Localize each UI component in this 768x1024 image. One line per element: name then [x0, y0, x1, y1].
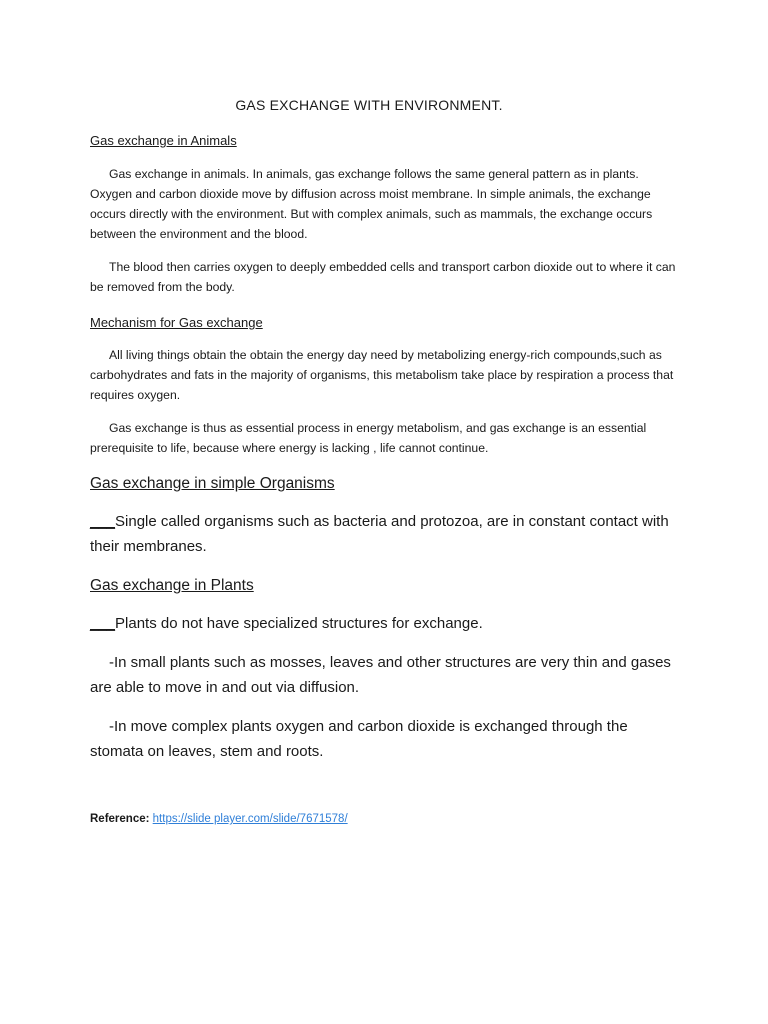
heading-mechanism: Mechanism for Gas exchange — [90, 315, 263, 330]
reference-line — [90, 811, 348, 827]
lead-blank: ___ — [90, 615, 116, 632]
document-title: GAS EXCHANGE WITH ENVIRONMENT. — [235, 97, 503, 113]
paragraph-plants-small: -In small plants such as mosses, leaves and other structures are very thin and gases are able to move in and out via diffusion. — [90, 654, 671, 696]
paragraph-mechanism-1: All living things obtain the obtain the energy day need by metabolizing energy-rich compounds,such as carbohydrates and fats in the majority of organisms, this metabolism take place by respiration a process that requires oxygen. — [90, 348, 674, 402]
heading-gas-exchange-animals: Gas exchange in Animals — [90, 133, 237, 148]
plants-intro-text: Plants do not have specialized structures for exchange. — [115, 615, 483, 632]
simple-organisms-text: Single called organisms such as bacteria and protozoa, are in constant contact with their membranes. — [90, 513, 669, 555]
reference-link[interactable]: https://slide player.com/slide/7671578/ — [152, 813, 348, 825]
paragraph-simple-organisms — [90, 509, 684, 559]
reference-label: Reference: — [90, 813, 150, 825]
paragraph-plants-complex: -In move complex plants oxygen and carbon dioxide is exchanged through the stomata on leaves, stem and roots. — [90, 718, 628, 760]
paragraph-plants-intro — [90, 611, 684, 636]
paragraph-mechanism-2: Gas exchange is thus as essential process in energy metabolism, and gas exchange is an essential prerequisite to life, because where energy is lacking , life cannot continue. — [90, 421, 647, 455]
paragraph-animals-1: Gas exchange in animals. In animals, gas exchange follows the same general pattern as in plants. Oxygen and carbon dioxide move by diffusion across moist membrane. In simple animals, the exchange occurs directly with the environment. But with complex animals, such as mammals, the exchange occurs between the environment and the blood. — [90, 167, 653, 241]
lead-blank: ___ — [90, 513, 116, 530]
paragraph-animals-2: The blood then carries oxygen to deeply embedded cells and transport carbon dioxide out to where it can be removed from the body. — [90, 260, 676, 294]
heading-plants: Gas exchange in Plants — [90, 577, 254, 594]
heading-simple-organisms: Gas exchange in simple Organisms — [90, 475, 335, 492]
